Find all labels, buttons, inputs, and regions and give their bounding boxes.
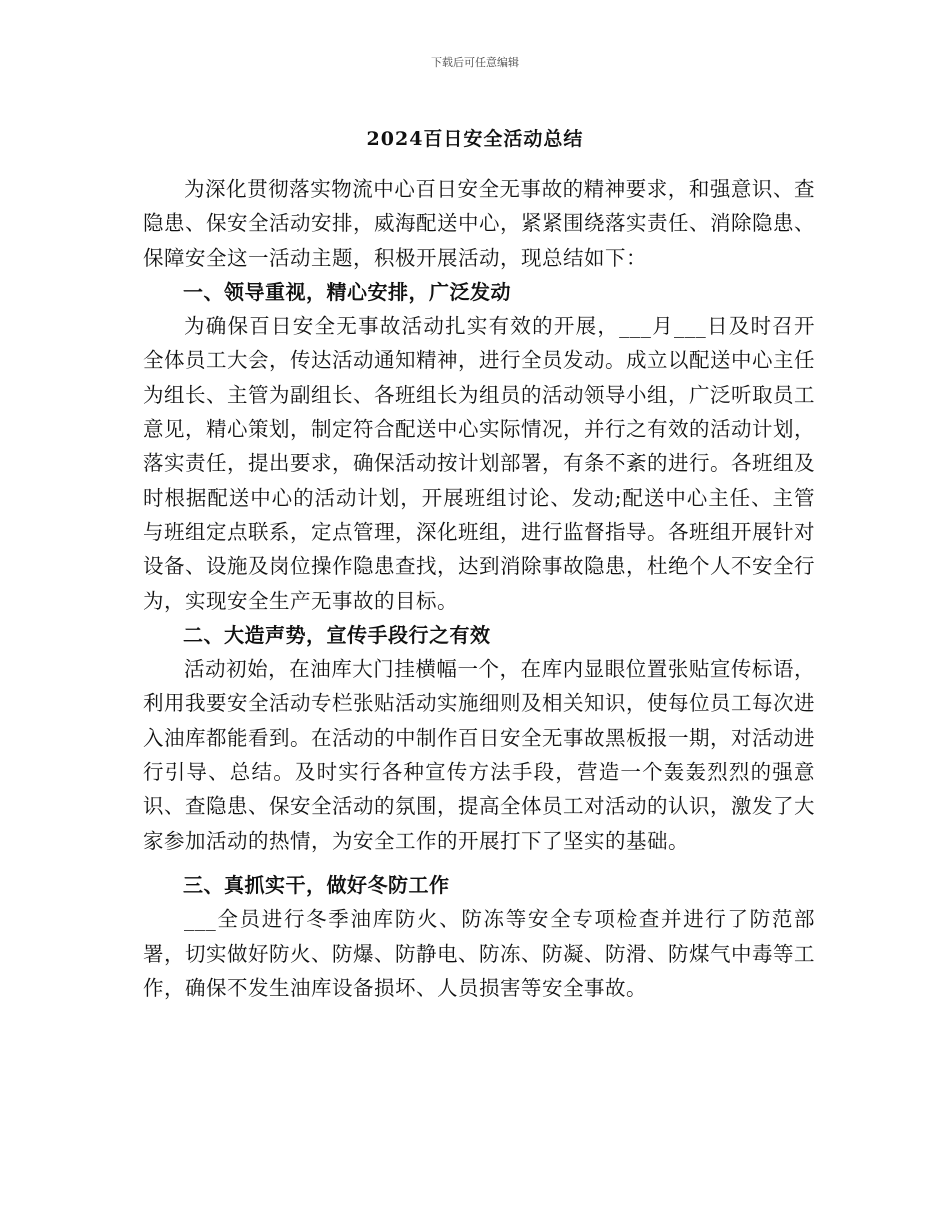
section-paragraph-3: ___全员进行冬季油库防火、防冻等安全专项检查并进行了防范部署，切实做好防火、防爆、防静电、防冻、防凝、防滑、防煤气中毒等工作，确保不发生油库设备损坏、人员损害等安全事故。 (143, 907, 815, 1000)
document-title: 2024百日安全活动总结 (366, 128, 584, 150)
section-heading-2: 二、大造声势，宣传手段行之有效 (183, 622, 491, 647)
section-heading-1: 一、领导重视，精心安排，广泛发动 (183, 279, 511, 304)
intro-paragraph: 为深化贯彻落实物流中心百日安全无事故的精神要求，和强意识、查隐患、保安全活动安排，威海配送中心，紧紧围绕落实责任、消除隐患、保障安全这一活动主题，积极开展活动，现总结如下： (143, 177, 815, 270)
section-heading-3: 三、真抓实干，做好冬防工作 (183, 872, 450, 897)
section-paragraph-1: 为确保百日安全无事故活动扎实有效的开展，___月___日及时召开全体员工大会，传达活动通知精神，进行全员发动。成立以配送中心主任为组长、主管为副组长、各班组长为组员的活动领导小组，广泛听取员工意见，精心策划，制定符合配送中心实际情况，并行之有效的活动计划，落实责任，提出要求，确保活动按计划部署，有条不紊的进行。各班组及时根据配送中心的活动计划，开展班组讨论、发动;配送中心主任、主管与班组定点联系，定点管理，深化班组，进行监督指导。各班组开展针对设备、设施及岗位操作隐患查找，达到消除事故隐患，杜绝个人不安全行为，实现安全生产无事故的目标。 (143, 314, 815, 613)
document-body (143, 172, 815, 1005)
spacer (143, 858, 815, 868)
section-paragraph-2: 活动初始，在油库大门挂横幅一个，在库内显眼位置张贴宣传标语，利用我要安全活动专栏张贴活动实施细则及相关知识，使每位员工每次进入油库都能看到。在活动的中制作百日安全无事故黑板报一期，对活动进行引导、总结。及时实行各种宣传方法手段，营造一个轰轰烈烈的强意识、查隐患、保安全活动的氛围，提高全体员工对活动的认识，激发了大家参加活动的热情，为安全工作的开展打下了坚实的基础。 (143, 657, 815, 853)
header-note: 下载后可任意编辑 (431, 56, 519, 69)
